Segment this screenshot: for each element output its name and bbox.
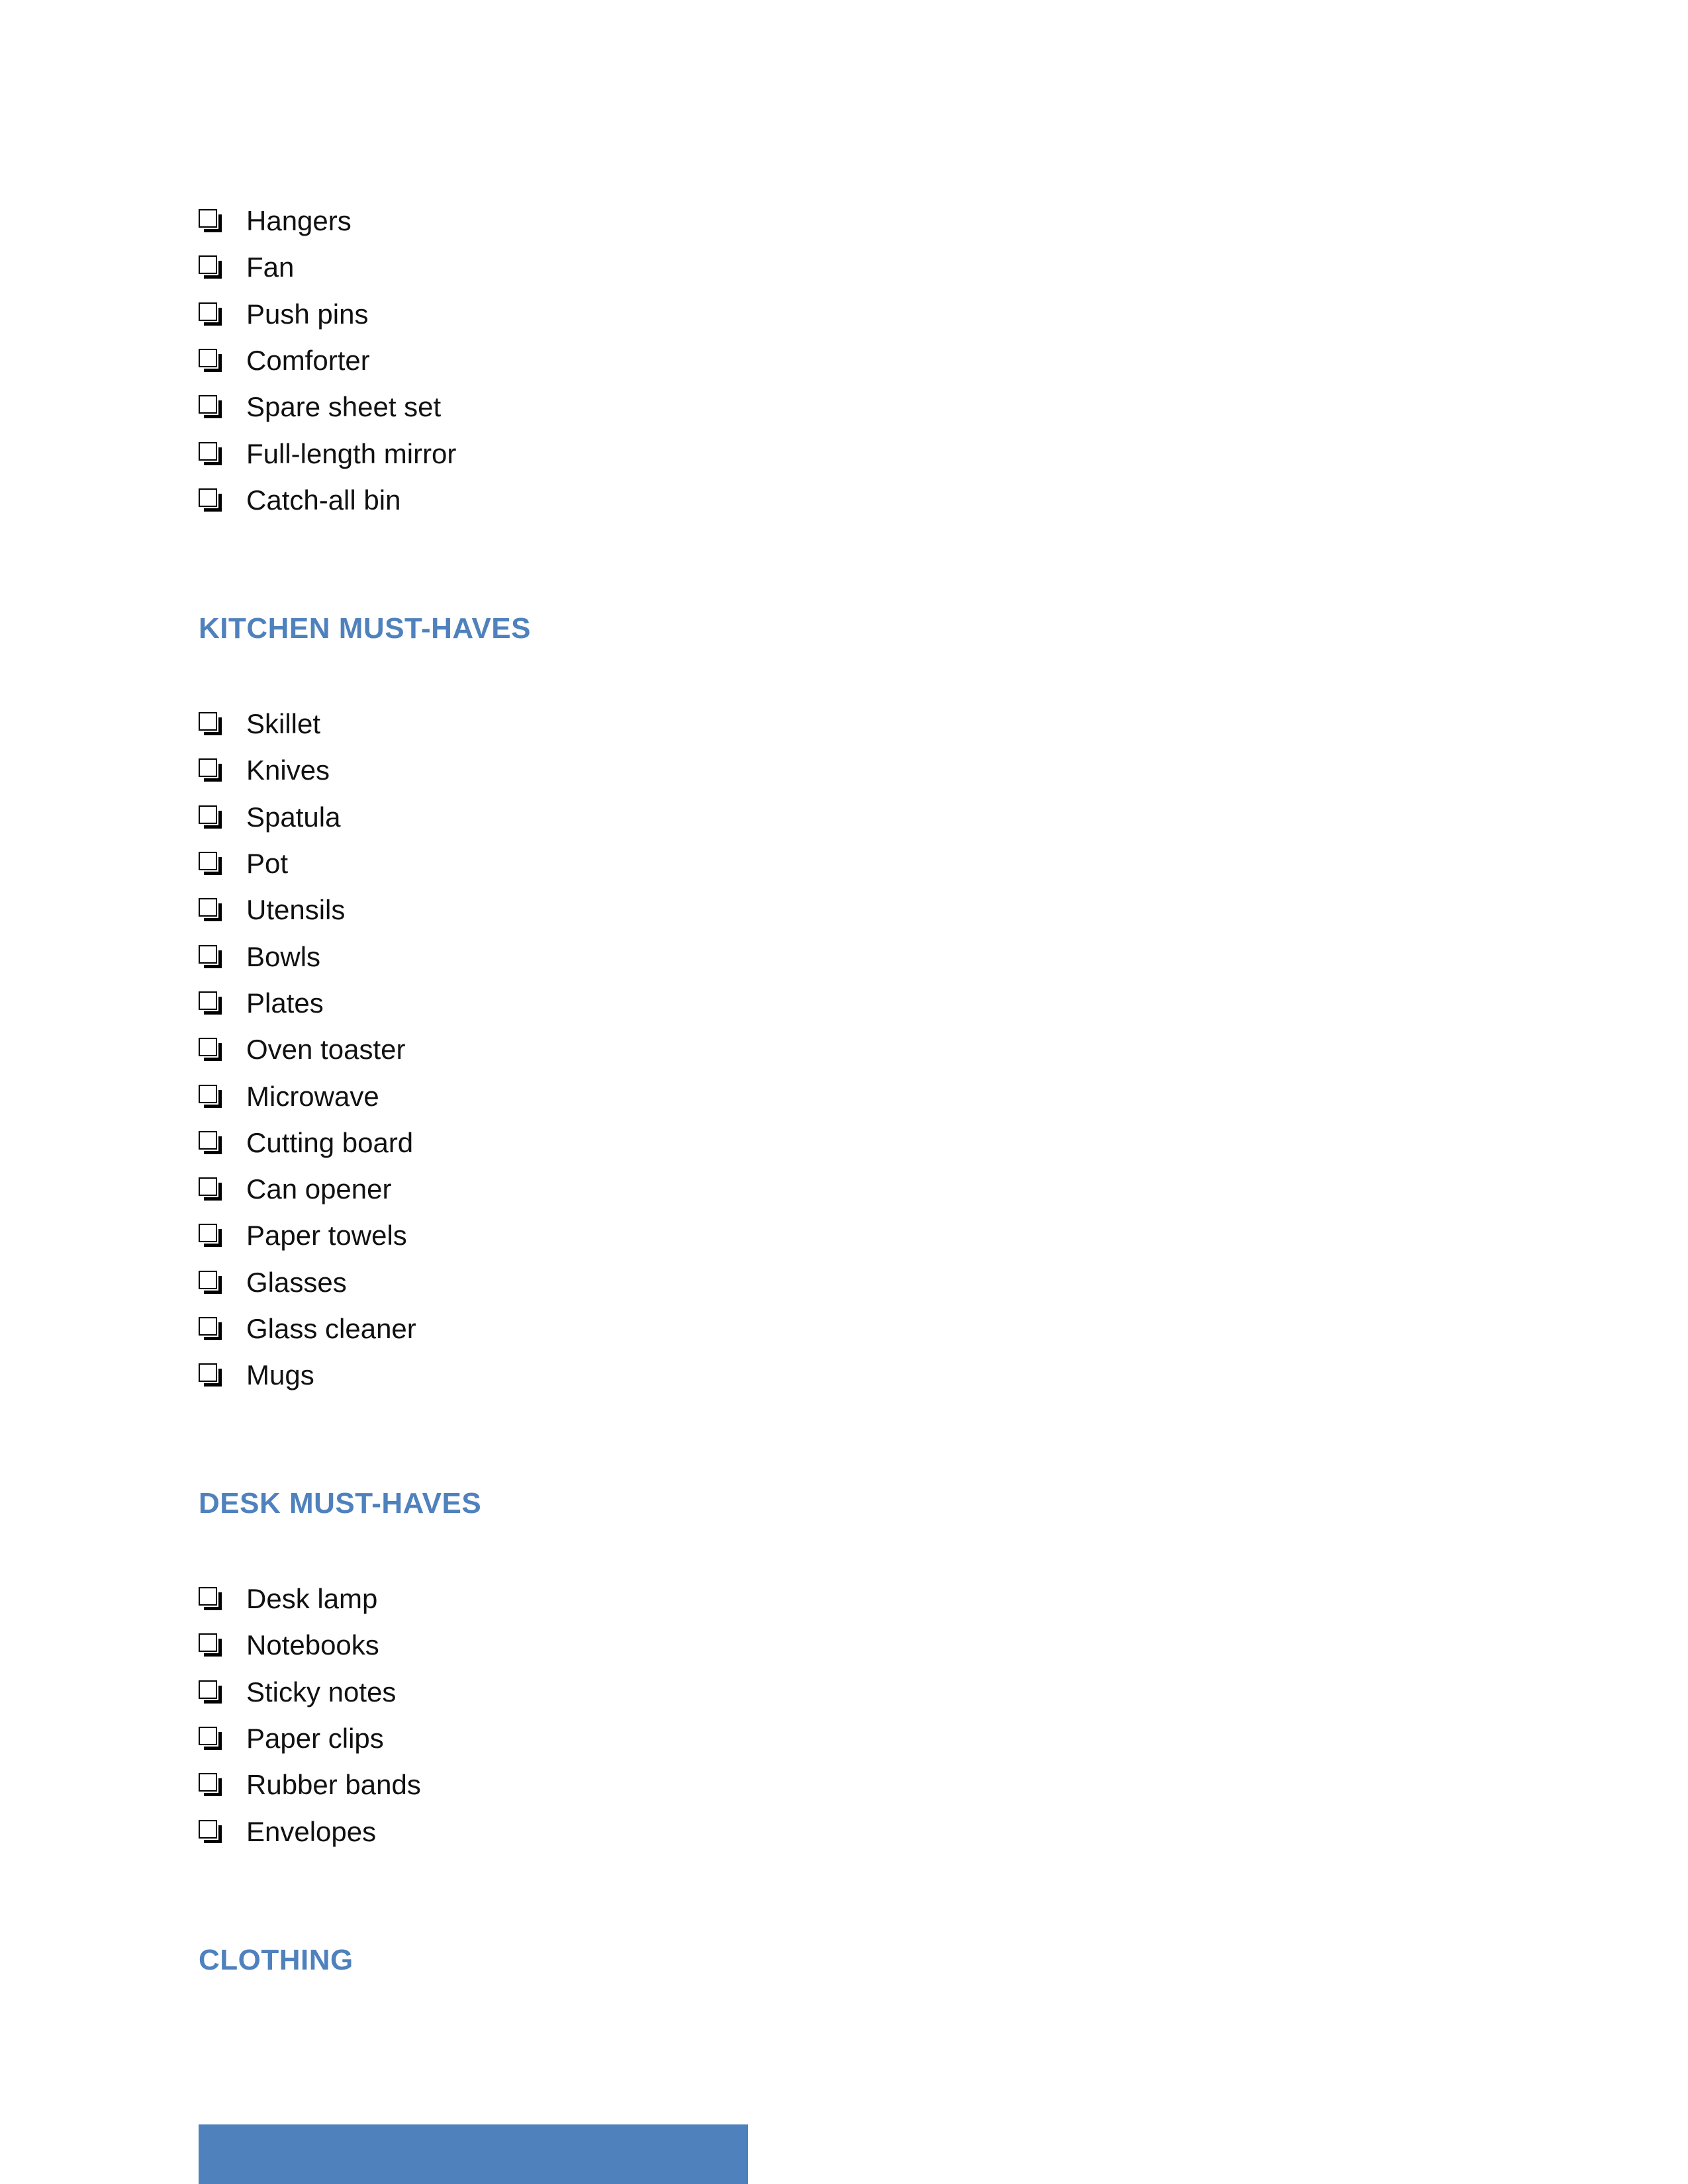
- checklist-item-label: Can opener: [246, 1173, 392, 1205]
- checklist-item: [199, 1762, 421, 1808]
- checklist-item: [199, 291, 456, 338]
- checklist-item: [199, 1120, 416, 1166]
- checklist-item-label: Oven toaster: [246, 1034, 406, 1066]
- checkbox-icon[interactable]: [199, 302, 217, 321]
- checklist-item-label: Envelopes: [246, 1815, 377, 1847]
- checklist-item: [199, 384, 456, 430]
- checklist-item-label: Comforter: [246, 345, 370, 377]
- checklist-item: [199, 980, 416, 1026]
- checklist-item: [199, 1669, 421, 1715]
- checklist-item: [199, 1306, 416, 1352]
- checklist-item: [199, 244, 456, 291]
- checklist-item-label: Notebooks: [246, 1629, 379, 1661]
- checklist-item: [199, 1715, 421, 1762]
- checklist-item-label: Utensils: [246, 894, 346, 926]
- checkbox-icon[interactable]: [199, 1085, 217, 1103]
- bedroom-checklist: [199, 198, 456, 523]
- checklist-item-label: Push pins: [246, 298, 369, 330]
- checkbox-icon[interactable]: [199, 1773, 217, 1792]
- checklist-item-label: Desk lamp: [246, 1583, 378, 1615]
- checklist-item: [199, 1622, 421, 1668]
- checklist-item: [199, 1212, 416, 1259]
- checkbox-icon[interactable]: [199, 945, 217, 964]
- section-heading-clothing: CLOTHING: [199, 1944, 353, 1976]
- checklist-item: [199, 1259, 416, 1306]
- checklist-item: [199, 701, 416, 747]
- checklist-item-label: Spare sheet set: [246, 391, 442, 423]
- checkbox-icon[interactable]: [199, 488, 217, 507]
- checkbox-icon[interactable]: [199, 1587, 217, 1606]
- checklist-item-label: Hangers: [246, 205, 352, 237]
- checklist-item-label: Knives: [246, 754, 330, 786]
- checklist-item-label: Cutting board: [246, 1126, 414, 1158]
- checklist-item: [199, 747, 416, 794]
- checklist-item: [199, 1073, 416, 1119]
- checklist-item: [199, 841, 416, 887]
- checkbox-icon[interactable]: [199, 255, 217, 274]
- checklist-item-label: Paper towels: [246, 1220, 407, 1251]
- checklist-item: [199, 1576, 421, 1622]
- section-heading-desk: DESK MUST-HAVES: [199, 1487, 482, 1520]
- checklist-item-label: Skillet: [246, 708, 321, 740]
- checkbox-icon[interactable]: [199, 1224, 217, 1242]
- checklist-item: [199, 430, 456, 477]
- checklist-item: [199, 1166, 416, 1212]
- checklist-item-label: Fan: [246, 251, 295, 283]
- checkbox-icon[interactable]: [199, 1177, 217, 1196]
- checkbox-icon[interactable]: [199, 349, 217, 367]
- checklist-item-label: Glass cleaner: [246, 1313, 416, 1344]
- section-heading-kitchen: KITCHEN MUST-HAVES: [199, 612, 531, 645]
- checklist-item-label: Full-length mirror: [246, 437, 457, 469]
- checklist-item: [199, 1352, 416, 1398]
- checklist-item-label: Microwave: [246, 1080, 379, 1112]
- checkbox-icon[interactable]: [199, 1820, 217, 1839]
- checkbox-icon[interactable]: [199, 442, 217, 461]
- checklist-item: [199, 198, 456, 244]
- checklist-item-label: Paper clips: [246, 1723, 384, 1754]
- kitchen-checklist: [199, 701, 416, 1398]
- checklist-item-label: Bowls: [246, 940, 321, 972]
- checklist-item-label: Sticky notes: [246, 1676, 397, 1707]
- checkbox-icon[interactable]: [199, 209, 217, 228]
- checkbox-icon[interactable]: [199, 758, 217, 777]
- desk-checklist: [199, 1576, 421, 1855]
- checklist-item-label: Spatula: [246, 801, 341, 833]
- checklist-item-label: Mugs: [246, 1359, 314, 1391]
- checkbox-icon[interactable]: [199, 852, 217, 870]
- checklist-item-label: Plates: [246, 987, 324, 1019]
- footer-color-bar: [199, 2124, 748, 2184]
- checklist-item-label: Rubber bands: [246, 1769, 421, 1801]
- checklist-item: [199, 794, 416, 841]
- checklist-item: [199, 1026, 416, 1073]
- checklist-item: [199, 887, 416, 933]
- checklist-item-label: Catch-all bin: [246, 484, 401, 516]
- checklist-item-label: Glasses: [246, 1266, 347, 1298]
- checklist-item: [199, 338, 456, 384]
- checklist-item: [199, 477, 456, 523]
- checkbox-icon[interactable]: [199, 712, 217, 731]
- checkbox-icon[interactable]: [199, 1038, 217, 1056]
- checkbox-icon[interactable]: [199, 395, 217, 414]
- checklist-item: [199, 933, 416, 979]
- checklist-item: [199, 1808, 421, 1854]
- checkbox-icon[interactable]: [199, 1363, 217, 1382]
- checkbox-icon[interactable]: [199, 1131, 217, 1150]
- checkbox-icon[interactable]: [199, 1317, 217, 1336]
- checkbox-icon[interactable]: [199, 898, 217, 917]
- checkbox-icon[interactable]: [199, 991, 217, 1010]
- checkbox-icon[interactable]: [199, 1633, 217, 1652]
- checkbox-icon[interactable]: [199, 1680, 217, 1699]
- checkbox-icon[interactable]: [199, 805, 217, 824]
- checklist-item-label: Pot: [246, 848, 289, 880]
- checkbox-icon[interactable]: [199, 1727, 217, 1745]
- checkbox-icon[interactable]: [199, 1271, 217, 1289]
